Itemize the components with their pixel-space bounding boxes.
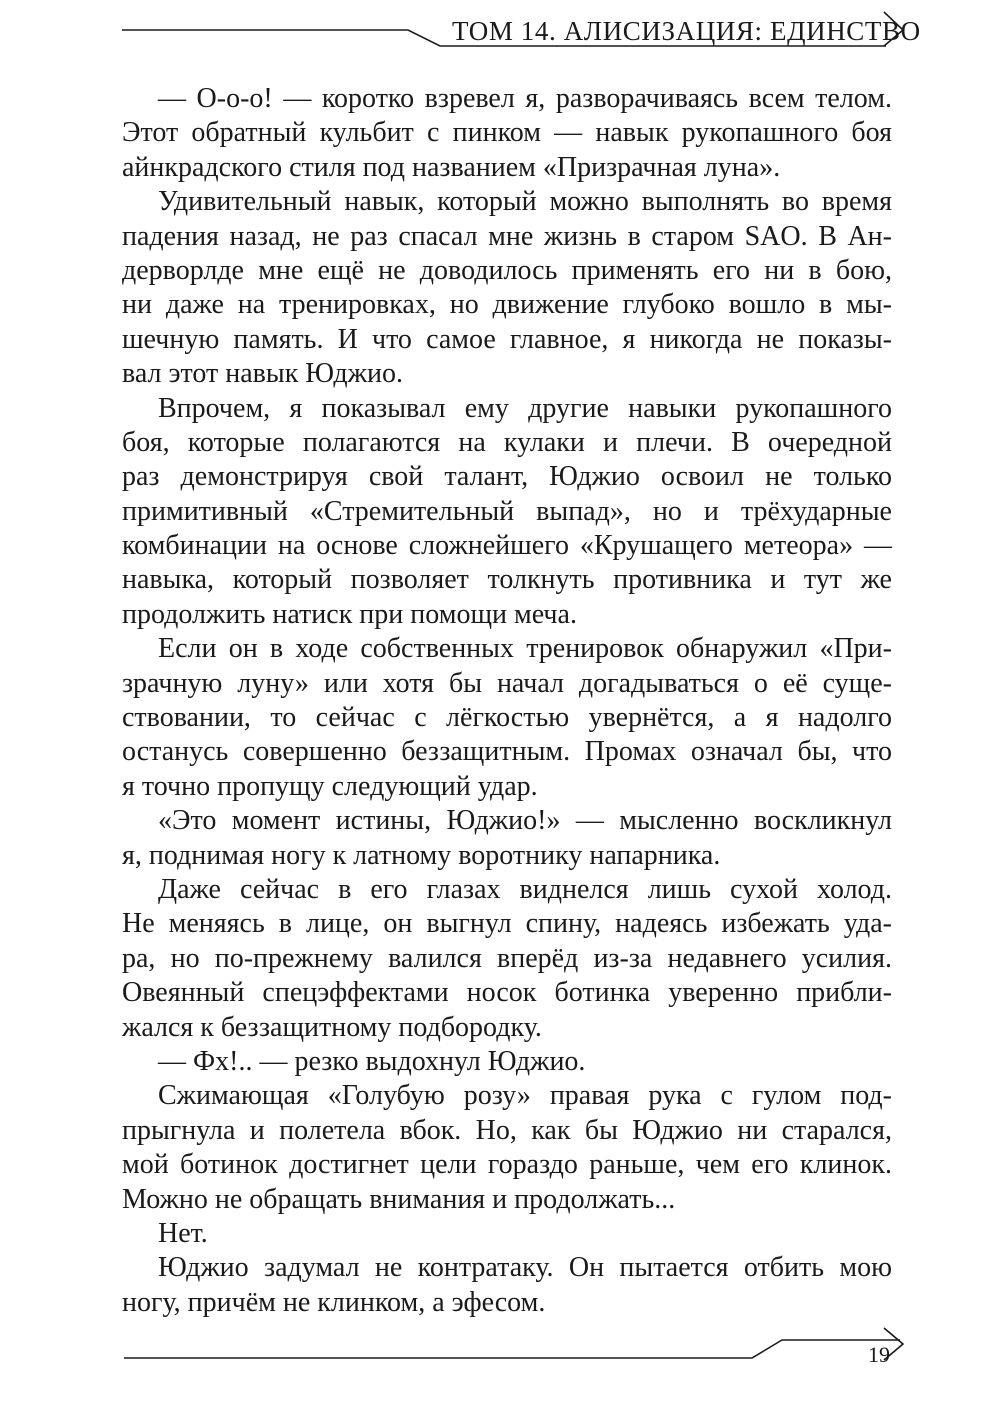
- text-line: — Фх!.. — резко выдохнул Юджио.: [158, 1045, 586, 1077]
- paragraph: [122, 1079, 892, 1217]
- text-line: — О-о-о! — коротко взревел я, разворачиваясь всем телом.: [158, 83, 892, 114]
- text-line: шечную память. И что самое главное, я никогда не показы-: [122, 323, 892, 355]
- text-line: прыгнула и полетела вбок. Но, как бы Юджио ни старался,: [122, 1114, 892, 1146]
- text-line: ра, но по-прежнему валился вперёд из-за недавнего усилия.: [122, 942, 892, 974]
- text-line: Даже сейчас в его глазах виднелся лишь сухой холод.: [158, 873, 892, 905]
- text-line: раз демонстрируя свой талант, Юджио освоил не только: [122, 461, 892, 493]
- paragraph: [122, 392, 892, 633]
- text-line: Юджио задумал не контратаку. Он пытается отбить мою: [158, 1252, 892, 1284]
- text-line: зрачную луну» или хотя бы начал догадываться о её суще-: [122, 667, 892, 699]
- text-line: Не меняясь в лице, он выгнул спину, надеясь избежать уда-: [122, 908, 892, 940]
- text-line: падения назад, не раз спасал мне жизнь в старом SAO. В Ан-: [122, 220, 892, 252]
- text-line: комбинации на основе сложнейшего «Крушащего метеора» —: [122, 530, 892, 562]
- text-line: Овеянный спецэффектами носок ботинка уверенно прибли-: [122, 977, 892, 1009]
- text-line: продолжить натиск при помощи меча.: [122, 598, 577, 630]
- paragraph: [122, 804, 892, 873]
- text-line: «Это момент истины, Юджио!» — мысленно воскликнул: [158, 805, 892, 837]
- text-line: Удивительный навык, который можно выполнять во время: [158, 186, 892, 218]
- body-text: [122, 82, 892, 1320]
- text-line: ствовании, то сейчас с лёгкостью увернётся, а я надолго: [122, 702, 892, 734]
- running-header: [0, 0, 1000, 70]
- text-line: Если он в ходе собственных тренировок обнаружил «При-: [158, 633, 892, 665]
- text-line: ногу, причём не клинком, а эфесом.: [122, 1286, 546, 1318]
- text-line: мой ботинок достигнет цели гораздо раньше, чем его клинок.: [122, 1149, 892, 1181]
- paragraph: [122, 1217, 892, 1251]
- text-line: я, поднимая ногу к латному воротнику напарника.: [122, 839, 721, 871]
- text-line: Этот обратный кульбит с пинком — навык рукопашного боя: [122, 117, 892, 149]
- text-line: вал этот навык Юджио.: [122, 358, 403, 390]
- text-line: примитивный «Стремительный выпад», но и трёхударные: [122, 495, 892, 527]
- page-footer: [0, 1320, 1000, 1390]
- header-title: ТОМ 14. АЛИСИЗАЦИЯ: ЕДИНСТВО: [452, 16, 921, 46]
- text-line: боя, которые полагаются на кулаки и плечи. В очередной: [122, 426, 892, 458]
- text-line: Можно не обращать внимания и продолжать...: [122, 1183, 676, 1215]
- text-line: я точно пропущу следующий удар.: [122, 770, 538, 802]
- text-line: Сжимающая «Голубую розу» правая рука с гулом под-: [158, 1080, 892, 1112]
- text-line: дерворлде мне ещё не доводилось применять его ни в бою,: [122, 254, 892, 286]
- page-number: 19: [868, 1342, 890, 1367]
- paragraph: [122, 873, 892, 1045]
- paragraph: [122, 1251, 892, 1320]
- text-line: останусь совершенно беззащитным. Промах означал бы, что: [122, 736, 892, 768]
- paragraph: [122, 632, 892, 804]
- paragraph: [122, 1045, 892, 1079]
- paragraph: [122, 185, 892, 391]
- text-line: Нет.: [158, 1217, 208, 1249]
- text-line: Впрочем, я показывал ему другие навыки рукопашного: [158, 392, 892, 424]
- text-line: жался к беззащитному подбородку.: [122, 1011, 542, 1043]
- text-line: навыка, который позволяет толкнуть противника и тут же: [122, 564, 892, 596]
- text-line: айнкрадского стиля под названием «Призрачная луна».: [122, 151, 781, 183]
- paragraph: [122, 82, 892, 185]
- text-line: ни даже на тренировках, но движение глубоко вошло в мы-: [122, 289, 892, 321]
